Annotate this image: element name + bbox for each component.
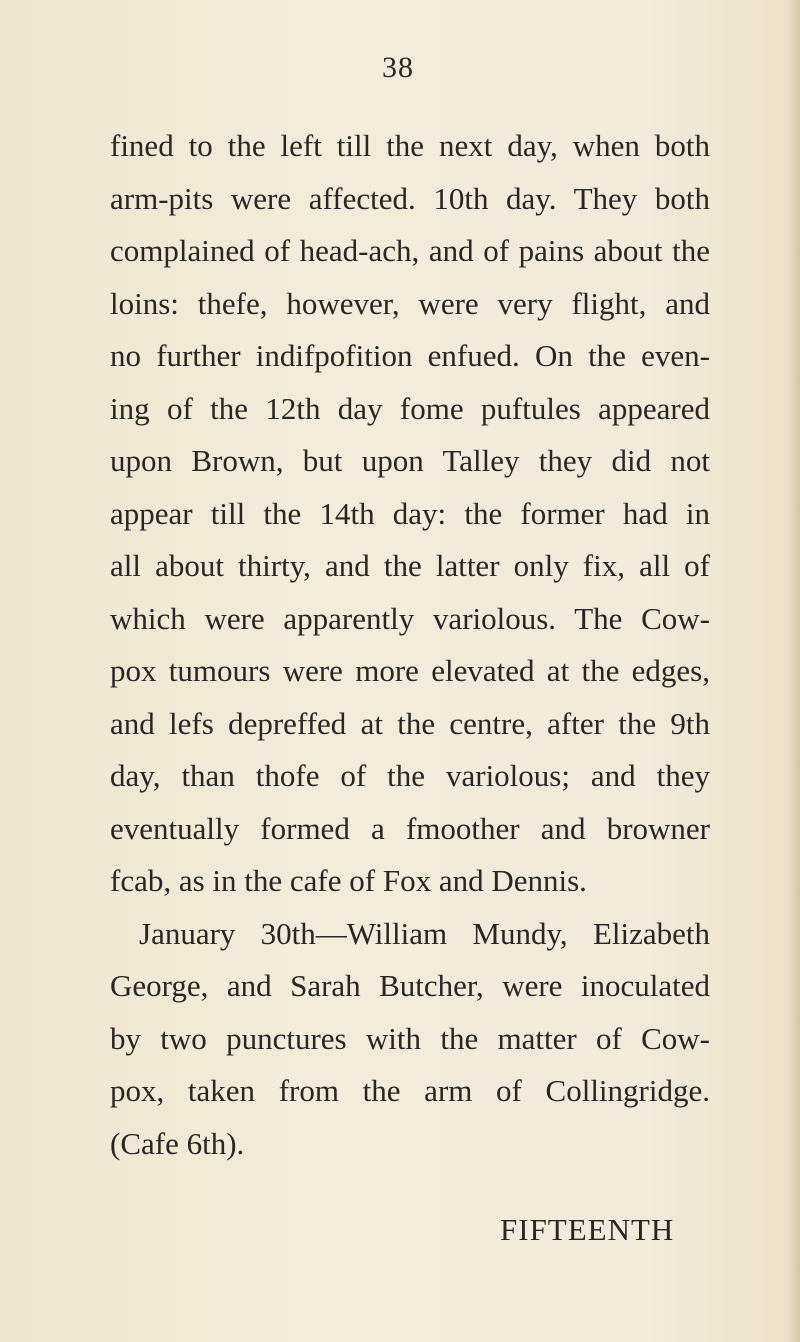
text-line: fcab, as in the cafe of Fox and Dennis. bbox=[110, 863, 587, 898]
page-number: 38 bbox=[382, 51, 414, 84]
page-edge-shadow bbox=[786, 0, 800, 1342]
text-line: (Cafe 6th). bbox=[110, 1125, 245, 1161]
text-line: pox tumours were more elevated at the edges, bbox=[110, 653, 710, 688]
text-line: eventually formed a fmoother and browner bbox=[110, 810, 710, 846]
text-line: no further indifpofition enfued. On the even- bbox=[110, 338, 710, 373]
text-line: upon Brown, but upon Talley they did not bbox=[110, 443, 710, 478]
text-line: and lefs depreffed at the centre, after the 9th bbox=[110, 705, 710, 741]
text-line: January 30th—William Mundy, Elizabeth bbox=[139, 915, 710, 951]
text-line: which were apparently variolous. The Cow- bbox=[110, 600, 710, 636]
text-line: all about thirty, and the latter only fix, all of bbox=[110, 548, 710, 583]
text-line: arm-pits were affected. 10th day. They both bbox=[110, 180, 710, 216]
catchword: FIFTEENTH bbox=[500, 1212, 675, 1247]
text-line: George, and Sarah Butcher, were inoculated bbox=[110, 968, 710, 1003]
text-line: day, than thofe of the variolous; and they bbox=[110, 758, 710, 793]
body-text bbox=[110, 120, 710, 1170]
text-line: ing of the 12th day fome puftules appeared bbox=[110, 390, 710, 426]
text-line: by two punctures with the matter of Cow- bbox=[110, 1020, 710, 1056]
text-line: fined to the left till the next day, when both bbox=[110, 128, 710, 163]
text-line: loins: thefe, however, were very flight, and bbox=[110, 285, 710, 321]
text-line: complained of head-ach, and of pains about the bbox=[110, 233, 710, 268]
text-line: appear till the 14th day: the former had in bbox=[110, 495, 710, 531]
text-line: pox, taken from the arm of Collingridge. bbox=[110, 1073, 710, 1108]
